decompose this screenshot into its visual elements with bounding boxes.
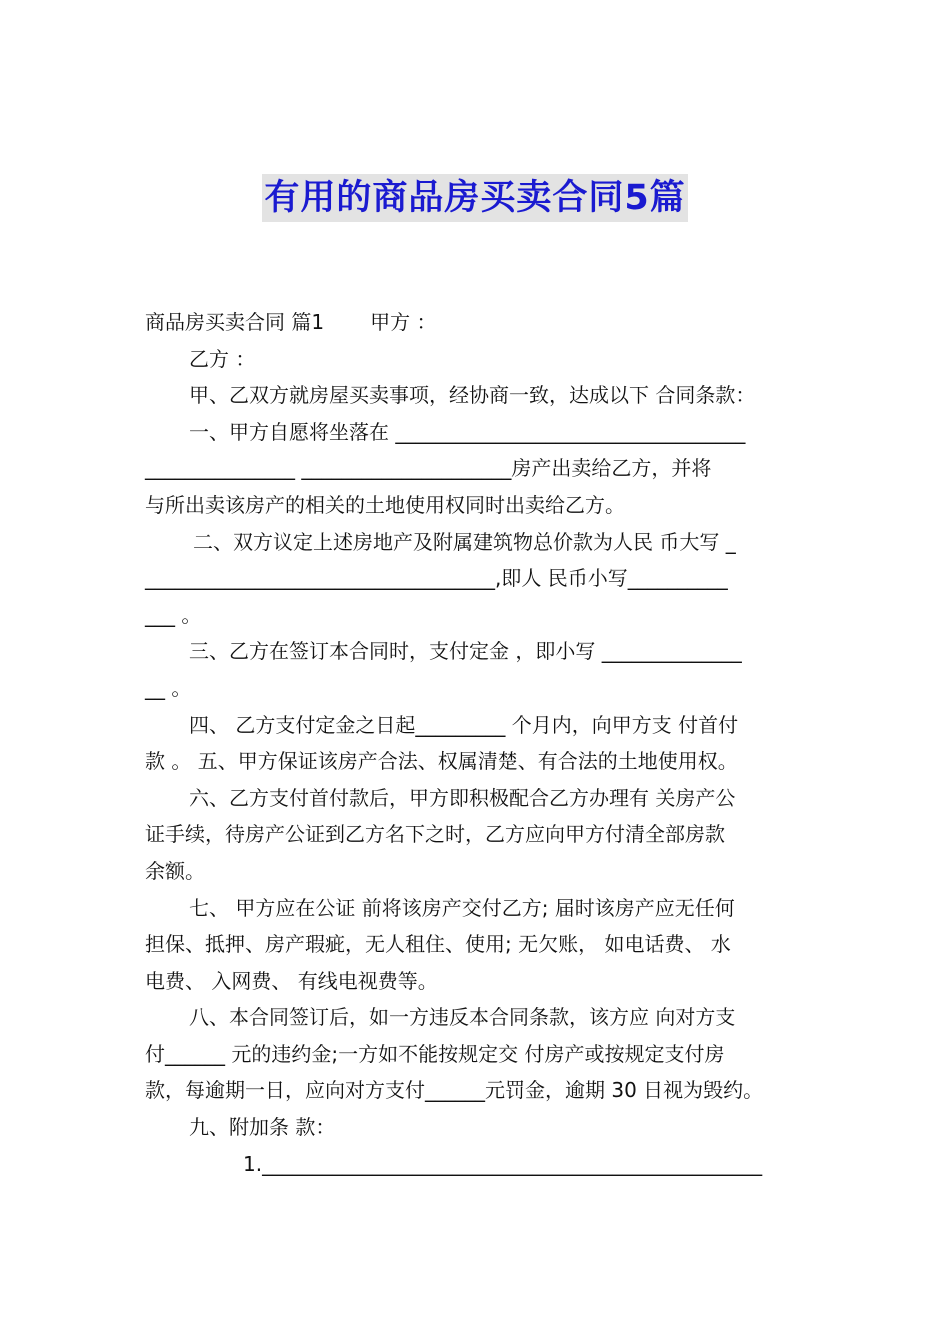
clause-6-line: 余额。 [145, 858, 205, 883]
clause-7-line: 电费、 入网费、 有线电视费等。 [145, 968, 438, 993]
clause-1-line: 一、甲方自愿将坐落在 ___________________________________ [189, 419, 746, 444]
clause-7-line: 担保、抵押、房产瑕疵，无人租住、使用; 无欠账， 如电话费、 水 [145, 932, 731, 957]
clause-8-line: 款，每逾期一日，应向对方支付______元罚金，逾期 30 日视为毁约。 [145, 1078, 764, 1103]
clause-6-line: 证手续，待房产公证到乙方名下之时，乙方应向甲方付清全部房款 [145, 822, 725, 847]
addendum-item-1: 1.__________________________________________________ [243, 1151, 763, 1176]
preamble-line: 甲、乙双方就房屋买卖事项，经协商一致，达成以下 合同条款： [189, 383, 756, 408]
clause-1-line: 与所出卖该房产的相关的土地使用权同时出卖给乙方。 [145, 492, 625, 517]
document-title: 有用的商品房买卖合同5篇 [0, 174, 950, 222]
clause-9-line: 九、附加条 款： [189, 1115, 336, 1140]
clause-8-line: 八、本合同签订后，如一方违反本合同条款，该方应 向对方支 [189, 1005, 736, 1030]
clause-8-line: 付______ 元的违约金;一方如不能按规定交 付房产或按规定支付房 [145, 1041, 725, 1066]
clause-7-line: 七、 甲方应在公证 前将该房产交付乙方; 届时该房产应无任何 [189, 895, 735, 920]
clause-2-line: ___________________________________,即人 民币小写__________ [145, 566, 728, 591]
clause-3-line: 三、乙方在签订本合同时，支付定金 ，即小写 ______________ [189, 639, 742, 664]
heading-line: 商品房买卖合同 篇1 甲方 ： [145, 310, 437, 334]
clause-1-line: _______________ _____________________房产出卖给乙方，并将 [145, 456, 712, 481]
clause-4-line: 四、 乙方支付定金之日起_________ 个月内，向甲方支 付首付 [189, 712, 739, 737]
party-b-line: 乙方 ： [189, 346, 256, 371]
clause-3-line: __ 。 [145, 675, 192, 700]
clause-4-5-line: 款 。 五、甲方保证该房产合法、权属清楚、有合法的土地使用权。 [145, 749, 738, 774]
clause-6-line: 六、乙方支付首付款后，甲方即积极配合乙方办理有 关房产公 [189, 785, 736, 810]
clause-2-line: 二、双方议定上述房地产及附属建筑物总价款为人民 币大写 _ [193, 529, 736, 554]
contract-body [145, 304, 809, 1182]
clause-2-line: ___ 。 [145, 602, 202, 627]
